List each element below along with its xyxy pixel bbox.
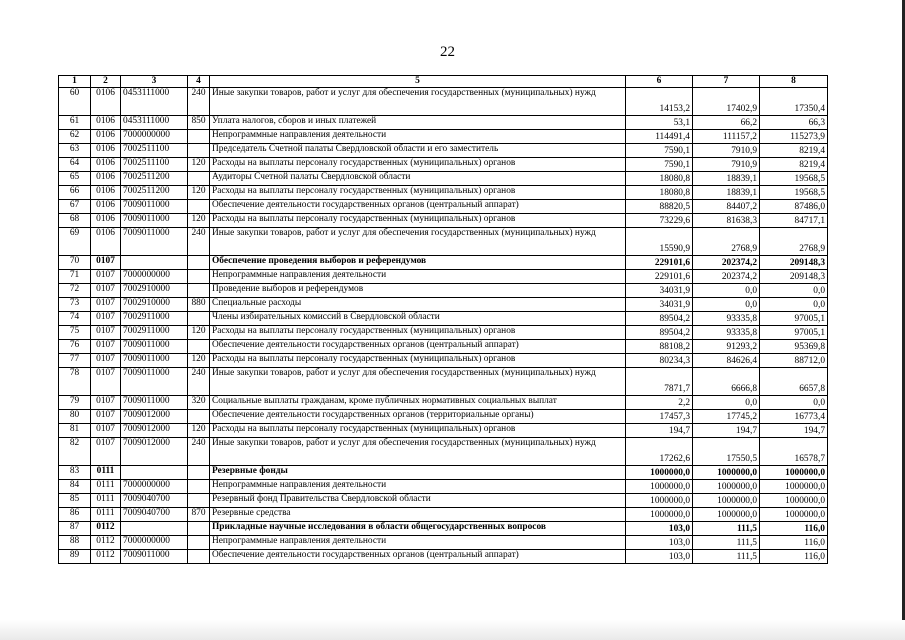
item-name-cell: Резервный фонд Правительства Свердловской области	[210, 493, 626, 507]
table-row	[59, 115, 828, 129]
row-number-cell: 69	[59, 227, 91, 255]
item-name-cell: Непрограммные направления деятельности	[210, 479, 626, 493]
table-row	[59, 199, 828, 213]
target-article-cell: 7000000000	[121, 535, 188, 549]
amount-year1-cell: 17457,3	[626, 409, 693, 423]
expense-type-cell: 870	[188, 507, 210, 521]
amount-year2-cell: 1000000,0	[693, 493, 760, 507]
section-code-cell: 0106	[91, 143, 121, 157]
item-name-cell: Расходы на выплаты персоналу государственных (муниципальных) органов	[210, 213, 626, 227]
header-cell: 2	[91, 76, 121, 88]
row-number-cell: 74	[59, 311, 91, 325]
section-code-cell: 0112	[91, 535, 121, 549]
row-number-cell: 80	[59, 409, 91, 423]
amount-year1-cell: 7590,1	[626, 157, 693, 171]
amount-year1-cell: 73229,6	[626, 213, 693, 227]
amount-year3-cell: 66,3	[760, 115, 828, 129]
amount-year1-cell: 17262,6	[626, 437, 693, 465]
amount-year1-cell: 53,1	[626, 115, 693, 129]
amount-year3-cell: 1000000,0	[760, 465, 828, 479]
item-name-cell: Специальные расходы	[210, 297, 626, 311]
target-article-cell: 7009011000	[121, 395, 188, 409]
table-row	[59, 423, 828, 437]
row-number-cell: 73	[59, 297, 91, 311]
expense-type-cell	[188, 339, 210, 353]
target-article-cell: 7002910000	[121, 283, 188, 297]
amount-year2-cell: 2768,9	[693, 227, 760, 255]
item-name-cell: Резервные средства	[210, 507, 626, 521]
amount-year2-cell: 111,5	[693, 521, 760, 535]
target-article-cell: 7009011000	[121, 367, 188, 395]
item-name-cell: Обеспечение проведения выборов и референдумов	[210, 255, 626, 269]
table-row	[59, 213, 828, 227]
section-code-cell: 0107	[91, 353, 121, 367]
expense-type-cell: 120	[188, 423, 210, 437]
section-code-cell: 0106	[91, 87, 121, 115]
section-code-cell: 0107	[91, 255, 121, 269]
section-code-cell: 0112	[91, 549, 121, 563]
amount-year1-cell: 34031,9	[626, 297, 693, 311]
row-number-cell: 76	[59, 339, 91, 353]
item-name-cell: Расходы на выплаты персоналу государственных (муниципальных) органов	[210, 325, 626, 339]
header-row	[59, 76, 828, 88]
row-number-cell: 84	[59, 479, 91, 493]
amount-year3-cell: 17350,4	[760, 87, 828, 115]
amount-year2-cell: 0,0	[693, 283, 760, 297]
item-name-cell: Иные закупки товаров, работ и услуг для обеспечения государственных (муниципальных) нужд	[210, 87, 626, 115]
section-code-cell: 0107	[91, 395, 121, 409]
row-number-cell: 66	[59, 185, 91, 199]
expense-type-cell: 850	[188, 115, 210, 129]
amount-year3-cell: 87486,0	[760, 199, 828, 213]
section-code-cell: 0106	[91, 185, 121, 199]
row-number-cell: 65	[59, 171, 91, 185]
amount-year1-cell: 103,0	[626, 549, 693, 563]
expense-type-cell: 240	[188, 437, 210, 465]
row-number-cell: 79	[59, 395, 91, 409]
amount-year2-cell: 202374,2	[693, 269, 760, 283]
item-name-cell: Расходы на выплаты персоналу государственных (муниципальных) органов	[210, 157, 626, 171]
target-article-cell: 7002511200	[121, 185, 188, 199]
item-name-cell: Аудиторы Счетной палаты Свердловской области	[210, 171, 626, 185]
table-row	[59, 283, 828, 297]
header-cell: 4	[188, 76, 210, 88]
table-row	[59, 479, 828, 493]
expense-type-cell: 120	[188, 325, 210, 339]
target-article-cell: 7002910000	[121, 297, 188, 311]
amount-year1-cell: 229101,6	[626, 255, 693, 269]
item-name-cell: Резервные фонды	[210, 465, 626, 479]
table-row	[59, 339, 828, 353]
target-article-cell: 7000000000	[121, 129, 188, 143]
table-row	[59, 185, 828, 199]
amount-year3-cell: 209148,3	[760, 255, 828, 269]
table-row	[59, 535, 828, 549]
amount-year2-cell: 1000000,0	[693, 465, 760, 479]
table-row	[59, 437, 828, 465]
amount-year3-cell: 1000000,0	[760, 479, 828, 493]
amount-year2-cell: 6666,8	[693, 367, 760, 395]
item-name-cell: Расходы на выплаты персоналу государственных (муниципальных) органов	[210, 185, 626, 199]
amount-year1-cell: 194,7	[626, 423, 693, 437]
amount-year3-cell: 97005,1	[760, 325, 828, 339]
expense-type-cell: 880	[188, 297, 210, 311]
table-row	[59, 157, 828, 171]
header-cell: 6	[626, 76, 693, 88]
target-article-cell: 7009011000	[121, 549, 188, 563]
section-code-cell: 0107	[91, 339, 121, 353]
target-article-cell	[121, 521, 188, 535]
amount-year3-cell: 97005,1	[760, 311, 828, 325]
row-number-cell: 83	[59, 465, 91, 479]
section-code-cell: 0111	[91, 465, 121, 479]
target-article-cell: 0453111000	[121, 115, 188, 129]
amount-year3-cell: 0,0	[760, 283, 828, 297]
amount-year3-cell: 2768,9	[760, 227, 828, 255]
expense-type-cell: 240	[188, 367, 210, 395]
expense-type-cell	[188, 269, 210, 283]
expense-type-cell	[188, 549, 210, 563]
row-number-cell: 85	[59, 493, 91, 507]
table-row	[59, 87, 828, 115]
section-code-cell: 0106	[91, 115, 121, 129]
item-name-cell: Непрограммные направления деятельности	[210, 129, 626, 143]
page-bottom-edge	[0, 620, 905, 640]
row-number-cell: 68	[59, 213, 91, 227]
table-row	[59, 549, 828, 563]
amount-year2-cell: 7910,9	[693, 157, 760, 171]
amount-year2-cell: 202374,2	[693, 255, 760, 269]
item-name-cell: Социальные выплаты гражданам, кроме публичных нормативных социальных выплат	[210, 395, 626, 409]
expense-type-cell	[188, 535, 210, 549]
section-code-cell: 0107	[91, 437, 121, 465]
amount-year2-cell: 18839,1	[693, 171, 760, 185]
item-name-cell: Уплата налогов, сборов и иных платежей	[210, 115, 626, 129]
expense-type-cell	[188, 171, 210, 185]
section-code-cell: 0106	[91, 213, 121, 227]
target-article-cell: 7009011000	[121, 353, 188, 367]
amount-year1-cell: 1000000,0	[626, 479, 693, 493]
expense-type-cell	[188, 129, 210, 143]
section-code-cell: 0106	[91, 199, 121, 213]
amount-year2-cell: 17550,5	[693, 437, 760, 465]
target-article-cell: 7002911000	[121, 311, 188, 325]
table-row	[59, 395, 828, 409]
expense-type-cell: 240	[188, 227, 210, 255]
expense-type-cell	[188, 521, 210, 535]
amount-year2-cell: 18839,1	[693, 185, 760, 199]
target-article-cell	[121, 465, 188, 479]
section-code-cell: 0107	[91, 423, 121, 437]
item-name-cell: Обеспечение деятельности государственных органов (территориальные органы)	[210, 409, 626, 423]
section-code-cell: 0111	[91, 493, 121, 507]
expense-type-cell	[188, 479, 210, 493]
amount-year3-cell: 16773,4	[760, 409, 828, 423]
item-name-cell: Обеспечение деятельности государственных органов (центральный аппарат)	[210, 339, 626, 353]
target-article-cell: 7009011000	[121, 199, 188, 213]
section-code-cell: 0106	[91, 227, 121, 255]
table-row	[59, 353, 828, 367]
expense-type-cell	[188, 199, 210, 213]
row-number-cell: 75	[59, 325, 91, 339]
amount-year3-cell: 8219,4	[760, 157, 828, 171]
table-row	[59, 143, 828, 157]
amount-year1-cell: 7871,7	[626, 367, 693, 395]
amount-year1-cell: 89504,2	[626, 311, 693, 325]
section-code-cell: 0107	[91, 283, 121, 297]
row-number-cell: 67	[59, 199, 91, 213]
target-article-cell: 7009012000	[121, 423, 188, 437]
row-number-cell: 63	[59, 143, 91, 157]
amount-year1-cell: 88108,2	[626, 339, 693, 353]
amount-year1-cell: 34031,9	[626, 283, 693, 297]
amount-year3-cell: 6657,8	[760, 367, 828, 395]
amount-year1-cell: 1000000,0	[626, 465, 693, 479]
item-name-cell: Председатель Счетной палаты Свердловской области и его заместитель	[210, 143, 626, 157]
target-article-cell: 7000000000	[121, 479, 188, 493]
expense-type-cell	[188, 143, 210, 157]
page-number: 22	[440, 44, 455, 60]
item-name-cell: Непрограммные направления деятельности	[210, 535, 626, 549]
header-cell: 3	[121, 76, 188, 88]
section-code-cell: 0106	[91, 129, 121, 143]
row-number-cell: 89	[59, 549, 91, 563]
target-article-cell: 7002511100	[121, 157, 188, 171]
amount-year1-cell: 7590,1	[626, 143, 693, 157]
amount-year1-cell: 1000000,0	[626, 507, 693, 521]
expense-type-cell	[188, 465, 210, 479]
item-name-cell: Расходы на выплаты персоналу государственных (муниципальных) органов	[210, 353, 626, 367]
amount-year3-cell: 95369,8	[760, 339, 828, 353]
item-name-cell: Проведение выборов и референдумов	[210, 283, 626, 297]
table-row	[59, 507, 828, 521]
expense-type-cell: 240	[188, 87, 210, 115]
expense-type-cell	[188, 409, 210, 423]
header-cell: 5	[210, 76, 626, 88]
target-article-cell: 7002511200	[121, 171, 188, 185]
section-code-cell: 0111	[91, 479, 121, 493]
expense-type-cell: 320	[188, 395, 210, 409]
amount-year2-cell: 93335,8	[693, 325, 760, 339]
amount-year3-cell: 116,0	[760, 521, 828, 535]
table-row	[59, 255, 828, 269]
section-code-cell: 0106	[91, 157, 121, 171]
item-name-cell: Прикладные научные исследования в области общегосударственных вопросов	[210, 521, 626, 535]
amount-year3-cell: 1000000,0	[760, 493, 828, 507]
table-row	[59, 269, 828, 283]
item-name-cell: Иные закупки товаров, работ и услуг для обеспечения государственных (муниципальных) нужд	[210, 227, 626, 255]
amount-year2-cell: 0,0	[693, 297, 760, 311]
amount-year3-cell: 116,0	[760, 549, 828, 563]
section-code-cell: 0107	[91, 297, 121, 311]
table-row	[59, 325, 828, 339]
target-article-cell: 7002911000	[121, 325, 188, 339]
table-row	[59, 521, 828, 535]
amount-year3-cell: 115273,9	[760, 129, 828, 143]
amount-year3-cell: 1000000,0	[760, 507, 828, 521]
table-row	[59, 465, 828, 479]
table-row	[59, 129, 828, 143]
section-code-cell: 0107	[91, 311, 121, 325]
item-name-cell: Члены избирательных комиссий в Свердловской области	[210, 311, 626, 325]
amount-year3-cell: 209148,3	[760, 269, 828, 283]
amount-year2-cell: 1000000,0	[693, 479, 760, 493]
item-name-cell: Обеспечение деятельности государственных органов (центральный аппарат)	[210, 199, 626, 213]
amount-year3-cell: 19568,5	[760, 185, 828, 199]
amount-year1-cell: 103,0	[626, 521, 693, 535]
amount-year2-cell: 84626,4	[693, 353, 760, 367]
amount-year3-cell: 116,0	[760, 535, 828, 549]
item-name-cell: Непрограммные направления деятельности	[210, 269, 626, 283]
item-name-cell: Расходы на выплаты персоналу государственных (муниципальных) органов	[210, 423, 626, 437]
row-number-cell: 78	[59, 367, 91, 395]
expense-type-cell: 120	[188, 157, 210, 171]
target-article-cell	[121, 255, 188, 269]
amount-year3-cell: 16578,7	[760, 437, 828, 465]
item-name-cell: Иные закупки товаров, работ и услуг для обеспечения государственных (муниципальных) нужд	[210, 367, 626, 395]
table-row	[59, 409, 828, 423]
amount-year1-cell: 18080,8	[626, 185, 693, 199]
amount-year2-cell: 17402,9	[693, 87, 760, 115]
amount-year2-cell: 66,2	[693, 115, 760, 129]
amount-year2-cell: 91293,2	[693, 339, 760, 353]
row-number-cell: 88	[59, 535, 91, 549]
amount-year3-cell: 8219,4	[760, 143, 828, 157]
expense-type-cell: 120	[188, 185, 210, 199]
header-cell: 8	[760, 76, 828, 88]
table-row	[59, 367, 828, 395]
table-row	[59, 311, 828, 325]
table-row	[59, 171, 828, 185]
amount-year1-cell: 89504,2	[626, 325, 693, 339]
amount-year2-cell: 111157,2	[693, 129, 760, 143]
amount-year1-cell: 18080,8	[626, 171, 693, 185]
section-code-cell: 0107	[91, 325, 121, 339]
amount-year3-cell: 0,0	[760, 395, 828, 409]
row-number-cell: 70	[59, 255, 91, 269]
row-number-cell: 82	[59, 437, 91, 465]
item-name-cell: Обеспечение деятельности государственных органов (центральный аппарат)	[210, 549, 626, 563]
item-name-cell: Иные закупки товаров, работ и услуг для обеспечения государственных (муниципальных) нужд	[210, 437, 626, 465]
table-row	[59, 493, 828, 507]
row-number-cell: 60	[59, 87, 91, 115]
row-number-cell: 71	[59, 269, 91, 283]
amount-year3-cell: 19568,5	[760, 171, 828, 185]
budget-table	[58, 75, 828, 564]
amount-year1-cell: 1000000,0	[626, 493, 693, 507]
target-article-cell: 7009012000	[121, 409, 188, 423]
amount-year2-cell: 7910,9	[693, 143, 760, 157]
row-number-cell: 81	[59, 423, 91, 437]
row-number-cell: 77	[59, 353, 91, 367]
target-article-cell: 7009011000	[121, 213, 188, 227]
row-number-cell: 64	[59, 157, 91, 171]
section-code-cell: 0111	[91, 507, 121, 521]
target-article-cell: 7009012000	[121, 437, 188, 465]
amount-year3-cell: 0,0	[760, 297, 828, 311]
amount-year1-cell: 2,2	[626, 395, 693, 409]
target-article-cell: 7009011000	[121, 227, 188, 255]
amount-year1-cell: 229101,6	[626, 269, 693, 283]
section-code-cell: 0107	[91, 409, 121, 423]
table-row	[59, 227, 828, 255]
row-number-cell: 62	[59, 129, 91, 143]
row-number-cell: 87	[59, 521, 91, 535]
expense-type-cell: 120	[188, 353, 210, 367]
expense-type-cell	[188, 255, 210, 269]
target-article-cell: 7002511100	[121, 143, 188, 157]
amount-year2-cell: 17745,2	[693, 409, 760, 423]
amount-year2-cell: 84407,2	[693, 199, 760, 213]
amount-year3-cell: 88712,0	[760, 353, 828, 367]
expense-type-cell	[188, 283, 210, 297]
section-code-cell: 0107	[91, 269, 121, 283]
table-body	[59, 87, 828, 563]
target-article-cell: 7009011000	[121, 339, 188, 353]
row-number-cell: 61	[59, 115, 91, 129]
section-code-cell: 0112	[91, 521, 121, 535]
expense-type-cell	[188, 311, 210, 325]
amount-year2-cell: 111,5	[693, 549, 760, 563]
amount-year2-cell: 1000000,0	[693, 507, 760, 521]
header-cell: 7	[693, 76, 760, 88]
amount-year1-cell: 103,0	[626, 535, 693, 549]
target-article-cell: 7009040700	[121, 493, 188, 507]
amount-year3-cell: 84717,1	[760, 213, 828, 227]
amount-year1-cell: 114491,4	[626, 129, 693, 143]
amount-year2-cell: 81638,3	[693, 213, 760, 227]
section-code-cell: 0107	[91, 367, 121, 395]
amount-year2-cell: 194,7	[693, 423, 760, 437]
amount-year1-cell: 14153,2	[626, 87, 693, 115]
row-number-cell: 86	[59, 507, 91, 521]
amount-year2-cell: 111,5	[693, 535, 760, 549]
target-article-cell: 0453111000	[121, 87, 188, 115]
amount-year1-cell: 15590,9	[626, 227, 693, 255]
row-number-cell: 72	[59, 283, 91, 297]
amount-year2-cell: 93335,8	[693, 311, 760, 325]
expense-type-cell: 120	[188, 213, 210, 227]
expense-type-cell	[188, 493, 210, 507]
amount-year2-cell: 0,0	[693, 395, 760, 409]
header-cell: 1	[59, 76, 91, 88]
target-article-cell: 7009040700	[121, 507, 188, 521]
table-row	[59, 297, 828, 311]
amount-year3-cell: 194,7	[760, 423, 828, 437]
target-article-cell: 7000000000	[121, 269, 188, 283]
amount-year1-cell: 80234,3	[626, 353, 693, 367]
amount-year1-cell: 88820,5	[626, 199, 693, 213]
section-code-cell: 0106	[91, 171, 121, 185]
